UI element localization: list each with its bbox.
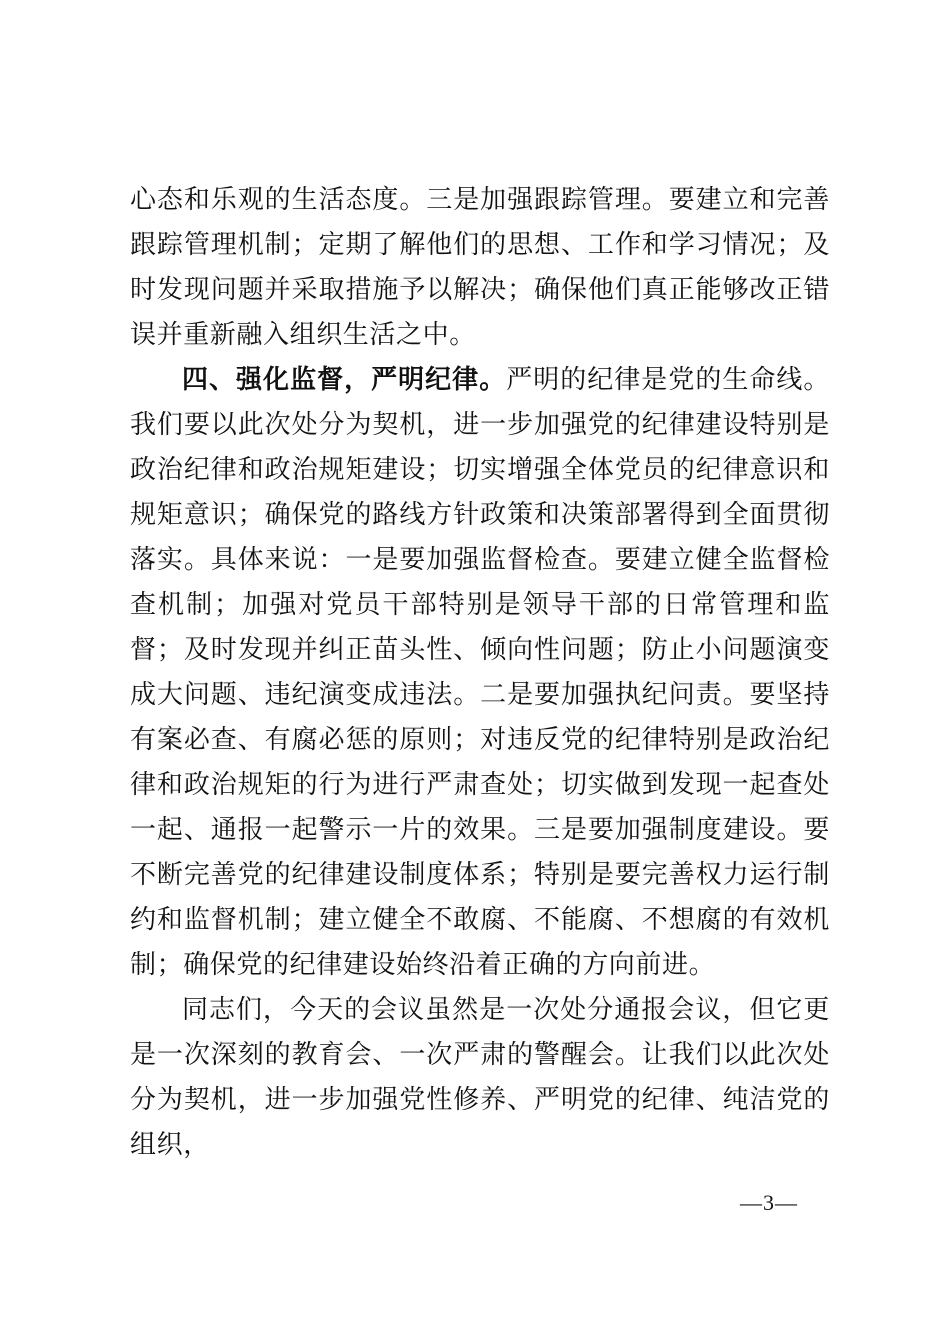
body-text <box>130 178 830 1168</box>
paragraph-closing-remarks: 同志们，今天的会议虽然是一次处分通报会议，但它更是一次深刻的教育会、一次严肃的警醒会。让我们以此次处分为契机，进一步加强党性修养、严明党的纪律、纯洁党的组织， <box>130 995 830 1160</box>
page-number: —3— <box>740 1190 798 1215</box>
paragraph-tracking-management: 心态和乐观的生活态度。三是加强跟踪管理。要建立和完善跟踪管理机制；定期了解他们的思想、工作和学习情况；及时发现问题并采取措施予以解决；确保他们真正能够改正错误并重新融入组织生活之中。 <box>130 185 830 350</box>
section-heading: 四、强化监督，严明纪律。 <box>182 365 507 395</box>
section-body: 严明的纪律是党的生命线。我们要以此次处分为契机，进一步加强党的纪律建设特别是政治纪律和政治规矩建设；切实增强全体党员的纪律意识和规矩意识；确保党的路线方针政策和决策部署得到全面贯彻落实。具体来说：一是要加强监督检查。要建立健全监督检查机制；加强对党员干部特别是领导干部的日常管理和监督；及时发现并纠正苗头性、倾向性问题；防止小问题演变成大问题、违纪演变成违法。二是要加强执纪问责。要坚持有案必查、有腐必惩的原则；对违反党的纪律特别是政治纪律和政治规矩的行为进行严肃查处；切实做到发现一起查处一起、通报一起警示一片的效果。三是要加强制度建设。要不断完善党的纪律建设制度体系；特别是要完善权力运行制约和监督机制；建立健全不敢腐、不能腐、不想腐的有效机制；确保党的纪律建设始终沿着正确的方向前进。 <box>130 365 831 980</box>
paragraph-supervision-discipline <box>130 358 830 988</box>
